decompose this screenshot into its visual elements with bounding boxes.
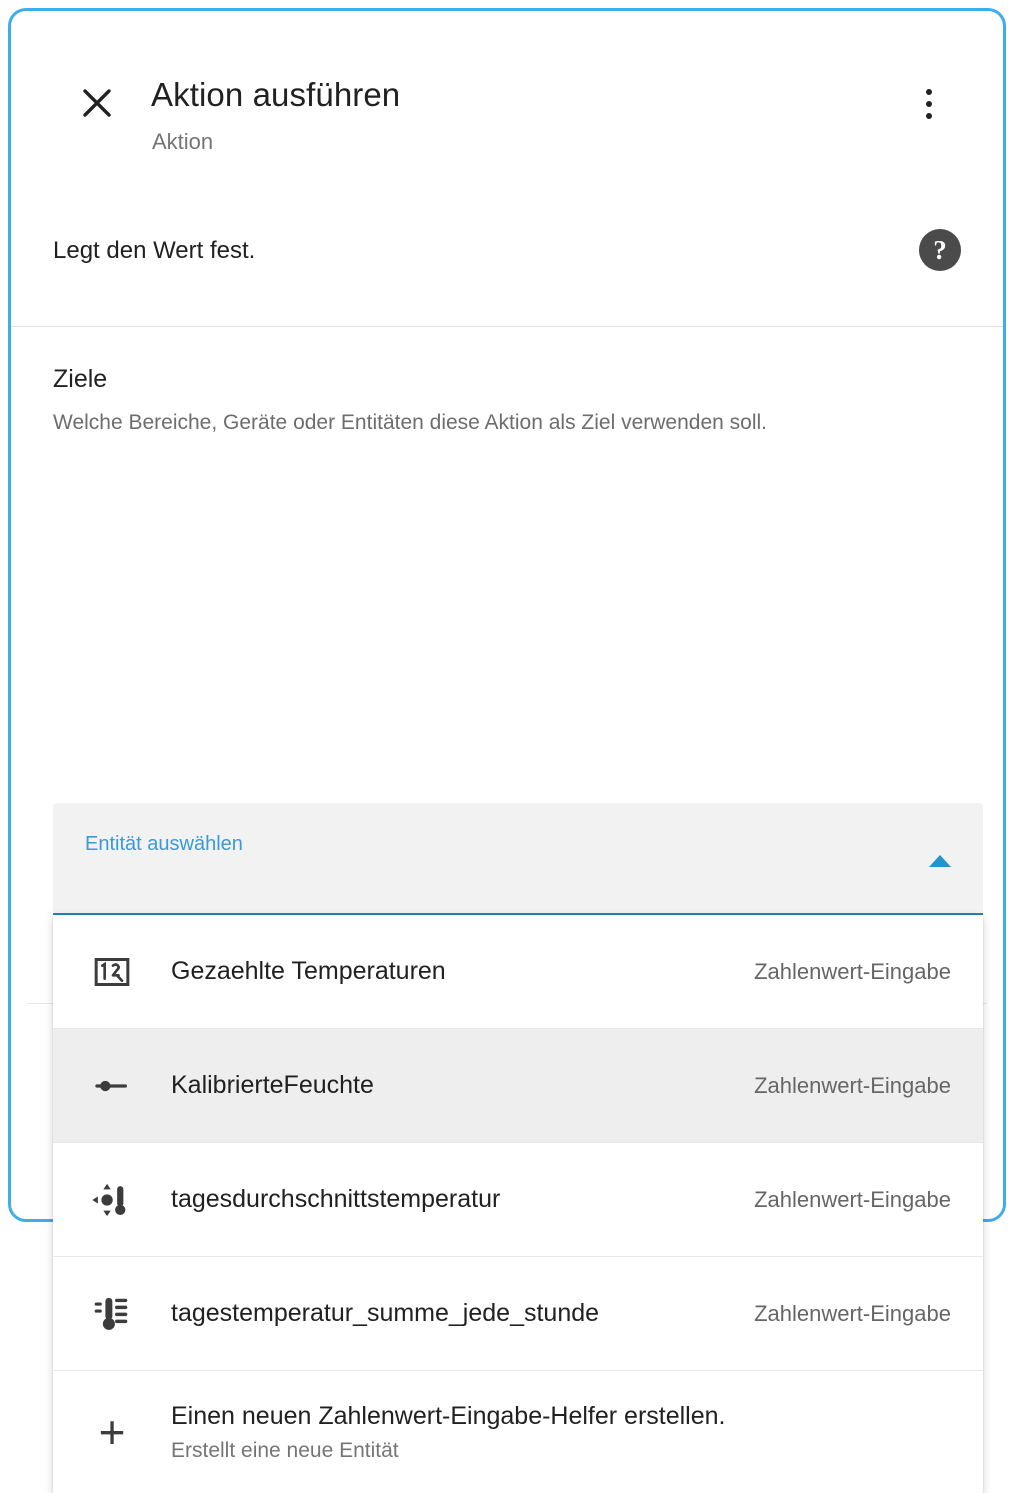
thermometer-sun-icon [53, 1178, 171, 1222]
entity-select-field[interactable] [53, 803, 983, 915]
chevron-up-icon[interactable] [929, 855, 951, 867]
list-item-meta: Zahlenwert-Eingabe [754, 1300, 951, 1326]
targets-description: Welche Bereiche, Geräte oder Entitäten diese Aktion als Ziel verwenden soll. [53, 411, 767, 434]
more-vertical-icon[interactable] [907, 81, 951, 127]
create-helper-subtitle: Erstellt eine neue Entität [171, 1438, 399, 1462]
list-item-meta: Zahlenwert-Eingabe [754, 958, 951, 984]
list-item[interactable] [53, 1029, 983, 1143]
entity-select-label: Entität auswählen [85, 833, 243, 855]
close-icon[interactable] [73, 79, 121, 127]
targets-section [11, 327, 1003, 1462]
create-helper-item[interactable] [53, 1371, 983, 1493]
list-item-meta: Zahlenwert-Eingabe [754, 1072, 951, 1098]
list-item[interactable] [53, 1257, 983, 1371]
description-row [11, 181, 1003, 327]
entity-option-list [53, 915, 983, 1493]
page-title: Aktion ausführen [151, 76, 401, 113]
list-item-label: KalibrierteFeuchte [171, 1071, 374, 1099]
description-text: Legt den Wert fest. [53, 237, 256, 264]
help-icon[interactable]: ? [919, 229, 961, 271]
page-subtitle: Aktion [152, 129, 214, 154]
plus-glyph: + [98, 1406, 126, 1458]
entity-picker [53, 803, 983, 1493]
dot [926, 113, 932, 119]
list-item-label: tagestemperatur_summe_jede_stunde [171, 1299, 600, 1327]
counter-icon [53, 952, 171, 992]
create-helper-texts [171, 1402, 726, 1463]
create-helper-title: Einen neuen Zahlenwert-Eingabe-Helfer erstellen. [171, 1401, 726, 1430]
slider-icon [53, 1066, 171, 1106]
action-dialog [8, 8, 1006, 1462]
dialog-header [11, 11, 1003, 181]
list-item[interactable] [53, 915, 983, 1029]
dot [926, 101, 932, 107]
plus-icon [53, 1406, 171, 1458]
dot [926, 89, 932, 95]
list-item-label: Gezaehlte Temperaturen [171, 957, 446, 985]
list-item[interactable] [53, 1143, 983, 1257]
list-item-label: tagesdurchschnittstemperatur [171, 1185, 501, 1213]
thermometer-lines-icon [53, 1292, 171, 1336]
list-item-meta: Zahlenwert-Eingabe [754, 1186, 951, 1212]
targets-heading: Ziele [53, 365, 108, 393]
